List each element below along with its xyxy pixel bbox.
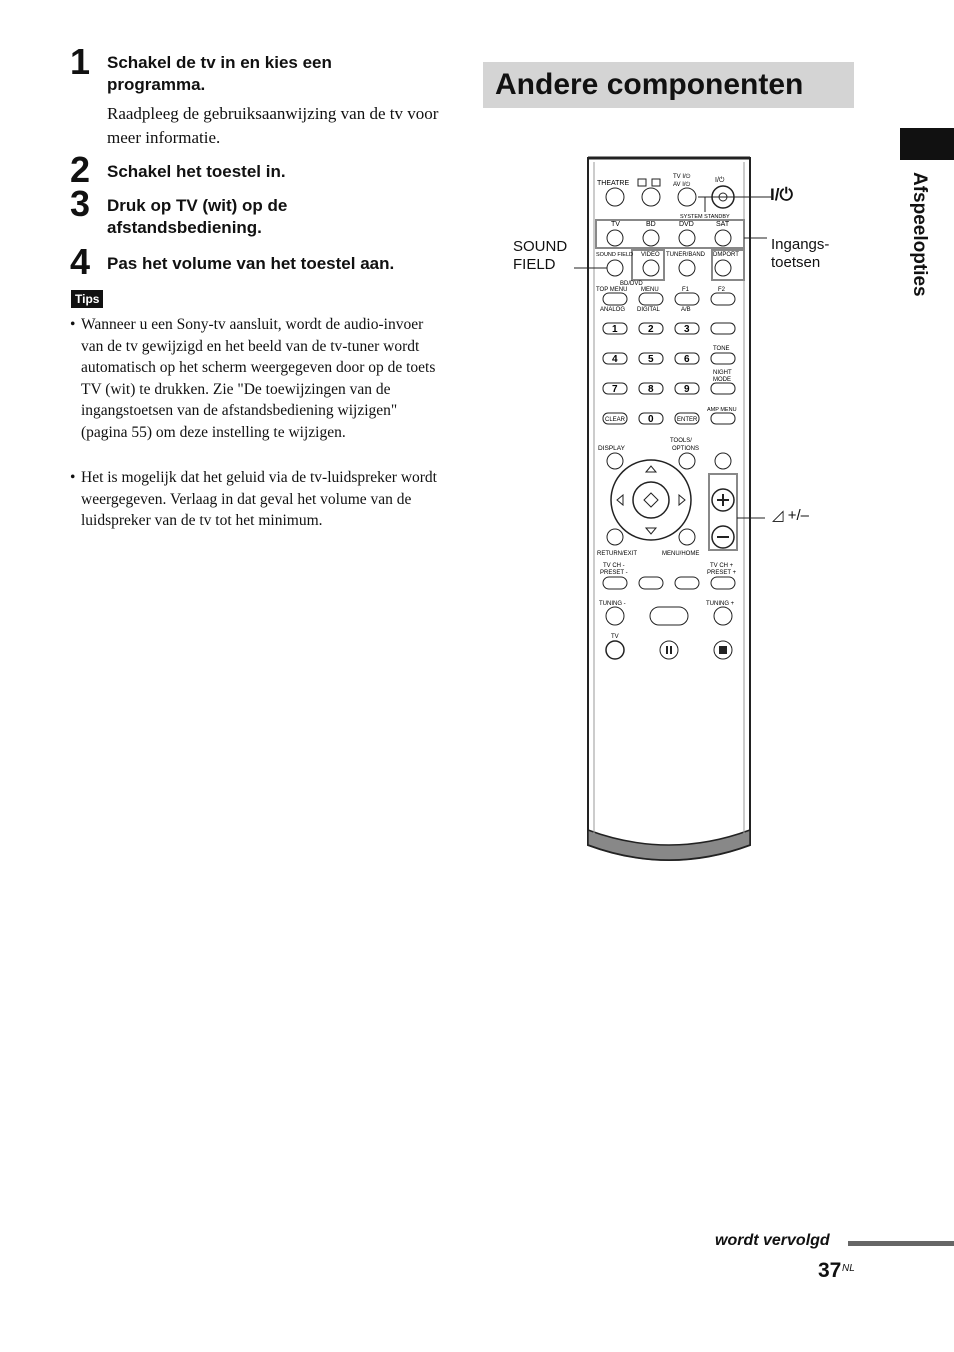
- remote-mode: MODE: [713, 377, 731, 383]
- continued-label: wordt vervolgd: [715, 1232, 830, 1249]
- remote-tone: TONE: [713, 346, 730, 352]
- sat-input-button[interactable]: [715, 230, 731, 246]
- input-select-button[interactable]: [642, 188, 660, 206]
- remote-return-exit: RETURN/EXIT: [597, 551, 638, 557]
- remote-input-sat: SAT: [716, 221, 730, 228]
- preset-plus-button[interactable]: [711, 577, 735, 589]
- replay-button[interactable]: [639, 577, 663, 589]
- step-1-body: Raadpleeg de gebruiksaanwijzing van de tv voor meer informatie.: [107, 104, 439, 147]
- page-number: 37: [818, 1259, 842, 1282]
- remote-video: VIDEO: [641, 252, 660, 258]
- remote-input-tv: TV: [611, 221, 620, 228]
- digit-7-label: 7: [612, 384, 618, 395]
- digit-8-label: 8: [648, 384, 654, 395]
- remote-display: DISPLAY: [598, 445, 625, 452]
- tuner-band-button[interactable]: [679, 260, 695, 276]
- callout-sound-field-2: FIELD: [513, 256, 556, 273]
- digit-6-label: 6: [684, 354, 690, 365]
- tone-button[interactable]: [711, 353, 735, 364]
- section-title: Andere componenten: [495, 68, 804, 101]
- remote-dmport: DMPORT: [713, 252, 739, 258]
- f1-button[interactable]: [675, 293, 699, 305]
- sound-field-button[interactable]: [607, 260, 623, 276]
- night-mode-button[interactable]: [711, 383, 735, 394]
- menu-button[interactable]: [639, 293, 663, 305]
- remote-tv-power-label: TV I/⏻: [673, 174, 691, 180]
- remote-amp-menu: AMP MENU: [707, 407, 737, 413]
- remote-f2: F2: [718, 287, 726, 293]
- tv-input-button[interactable]: [607, 230, 623, 246]
- remote-preset-plus: PRESET +: [707, 570, 737, 576]
- callout-sound-field-1: SOUND: [513, 238, 568, 255]
- select-button[interactable]: [633, 482, 669, 518]
- callout-power: I/⏻: [770, 185, 793, 204]
- remote-sound-field: SOUND FIELD: [596, 252, 633, 258]
- remote-input-dvd: DVD: [679, 221, 694, 228]
- digit-5-label: 5: [648, 354, 654, 365]
- pause-button[interactable]: [660, 641, 678, 659]
- step-4-heading: Pas het volume van het toestel aan.: [107, 254, 395, 273]
- remote-enter: ENTER: [677, 417, 698, 423]
- digit-2-label: 2: [648, 324, 654, 335]
- home-button[interactable]: [679, 529, 695, 545]
- preset-minus-button[interactable]: [603, 577, 627, 589]
- remote-f1: F1: [682, 287, 690, 293]
- dmport-button[interactable]: [715, 260, 731, 276]
- side-tab-marker: [900, 128, 954, 160]
- tip-item-1-text: Wanneer u een Sony-tv aansluit, wordt de audio-invoer van de tv gewijzigd en het beeld van de tv-tuner wordt automatisch op het scherm weergegeven door op de toets TV (wit) te drukken. Zie "De toewijzingen van de ingangstoetsen van de afstandsbediening wijzigen" (pagina 55) om deze instelling te wijzigen.: [81, 316, 436, 441]
- remote-digital: DIGITAL: [637, 307, 660, 313]
- remote-control-illustration: [560, 150, 790, 875]
- dvd-input-button[interactable]: [679, 230, 695, 246]
- step-1-heading: Schakel de tv in en kies een programma.: [107, 53, 332, 94]
- remote-tuning-plus: TUNING +: [706, 601, 735, 607]
- remote-av-power-label: AV I/⏻: [673, 182, 691, 188]
- tuning-plus-button[interactable]: [714, 607, 732, 625]
- step-4-number: 4: [70, 241, 91, 282]
- tips-badge: Tips: [71, 290, 103, 308]
- remote-night: NIGHT: [713, 370, 732, 376]
- remote-power-label: I/⏻: [715, 177, 725, 184]
- page-suffix: NL: [842, 1263, 855, 1274]
- continued-bar: [848, 1241, 954, 1246]
- step-3-number: 3: [70, 183, 91, 224]
- tv-power-button[interactable]: [678, 188, 696, 206]
- video-input-button[interactable]: [643, 260, 659, 276]
- tip-item-2: • Het is mogelijk dat het geluid via de tv-luidspreker wordt weergegeven. Verlaag in dat geval het volume van de luidspreker van de tv tot het minimum.: [70, 467, 442, 532]
- remote-tvch-plus: TV CH +: [710, 563, 734, 569]
- callout-input-1: Ingangs-: [771, 236, 830, 253]
- remote-tvch-minus: TV CH -: [603, 563, 625, 569]
- digit-1-label: 1: [612, 324, 618, 335]
- remote-input-bd: BD: [646, 221, 656, 228]
- f2-button[interactable]: [711, 293, 735, 305]
- display-button[interactable]: [607, 453, 623, 469]
- remote-tv-label: TV: [611, 634, 619, 640]
- remote-top-menu: TOP MENU: [596, 287, 628, 293]
- remote-options: OPTIONS: [672, 446, 700, 452]
- remote-system-standby: SYSTEM STANDBY: [680, 214, 730, 220]
- remote-tuner-band: TUNER/BAND: [666, 252, 706, 258]
- play-button[interactable]: [650, 607, 688, 625]
- tip-item-2-text: Het is mogelijk dat het geluid via de tv-luidspreker wordt weergegeven. Verlaag in dat geval het volume van de luidspreker van de tv tot het minimum.: [81, 469, 437, 529]
- side-tab-label: Afspeelopties: [909, 172, 930, 297]
- remote-preset-minus: PRESET -: [600, 570, 628, 576]
- theatre-button[interactable]: [606, 188, 624, 206]
- remote-menu-home: MENU/HOME: [662, 551, 700, 557]
- remote-clear: CLEAR: [605, 417, 626, 423]
- remote-bd-dvd: BD/DVD: [620, 281, 643, 287]
- remote-menu: MENU: [641, 287, 659, 293]
- section-title-box: [483, 62, 854, 108]
- digit-3-label: 3: [684, 324, 690, 335]
- remote-tools: TOOLS/: [670, 438, 692, 444]
- step-3-heading: Druk op TV (wit) op de afstandsbediening.: [107, 196, 288, 237]
- list-button[interactable]: [711, 323, 735, 334]
- remote-ab: A/B: [681, 307, 691, 313]
- muting-button[interactable]: [715, 453, 731, 469]
- tv-mode-button[interactable]: [606, 641, 624, 659]
- remote-tuning-minus: TUNING -: [599, 601, 626, 607]
- digit-9-label: 9: [684, 384, 690, 395]
- return-button[interactable]: [607, 529, 623, 545]
- remote-theatre-label: THEATRE: [597, 180, 630, 187]
- top-menu-button[interactable]: [603, 293, 627, 305]
- amp-menu-button[interactable]: [711, 413, 735, 424]
- callout-input-2: toetsen: [771, 254, 821, 271]
- tuning-minus-button[interactable]: [606, 607, 624, 625]
- bd-input-button[interactable]: [643, 230, 659, 246]
- digit-4-label: 4: [612, 354, 618, 365]
- step-2-number: 2: [70, 149, 91, 190]
- step-2-heading: Schakel het toestel in.: [107, 162, 286, 181]
- step-1-number: 1: [70, 41, 91, 82]
- digit-0-label: 0: [648, 414, 654, 425]
- advance-button[interactable]: [675, 577, 699, 589]
- remote-analog: ANALOG: [600, 307, 626, 313]
- callout-volume: ◿ +/–: [772, 507, 809, 524]
- tip-item-1: • Wanneer u een Sony-tv aansluit, wordt de audio-invoer van de tv gewijzigd en het beeld van de tv-tuner wordt automatisch op het scherm weergegeven door op de toets TV (wit) te drukken. Zie "De toewijzingen van de ingangstoetsen van de afstandsbediening wijzigen" (pagina 55) om deze instelling te wijzigen.: [70, 314, 442, 443]
- tools-options-button[interactable]: [679, 453, 695, 469]
